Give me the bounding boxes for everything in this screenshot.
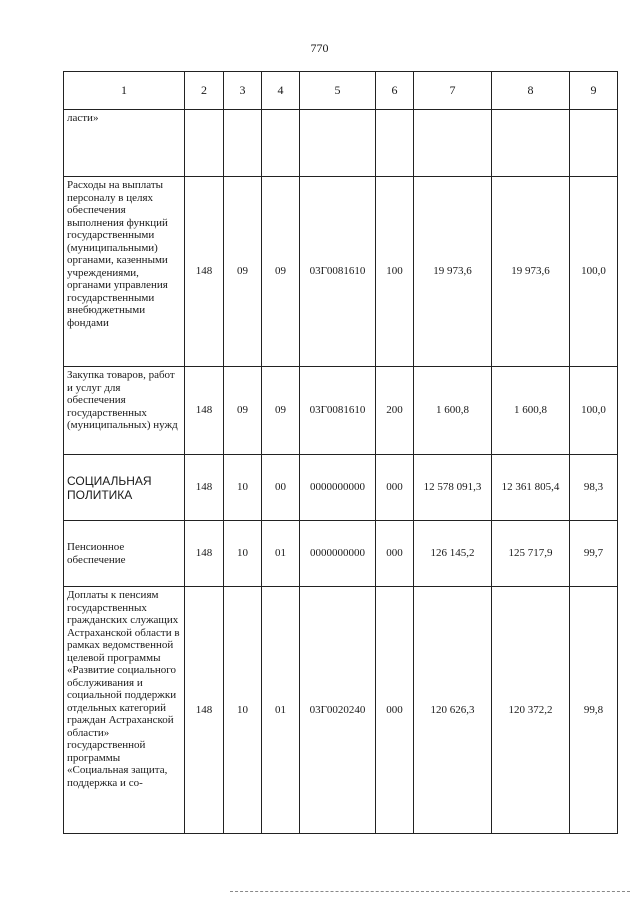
cell-c8: 125 717,9 — [492, 521, 570, 587]
cell-c2: 148 — [185, 455, 224, 521]
header-cell: 3 — [224, 72, 262, 110]
cell-c7: 126 145,2 — [414, 521, 492, 587]
header-cell: 1 — [64, 72, 185, 110]
cell-c7: 12 578 091,3 — [414, 455, 492, 521]
cell-c5 — [300, 110, 376, 177]
header-cell: 4 — [262, 72, 300, 110]
cell-c8: 120 372,2 — [492, 587, 570, 834]
footer-rule — [230, 891, 630, 892]
cell-c7: 120 626,3 — [414, 587, 492, 834]
cell-c5: 03Г0081610 — [300, 367, 376, 455]
cell-c7 — [414, 110, 492, 177]
cell-c5: 0000000000 — [300, 521, 376, 587]
table-row — [64, 587, 618, 834]
budget-table — [63, 71, 618, 834]
table-row — [64, 455, 618, 521]
cell-c4: 01 — [262, 587, 300, 834]
header-cell: 5 — [300, 72, 376, 110]
header-cell: 8 — [492, 72, 570, 110]
cell-c8: 12 361 805,4 — [492, 455, 570, 521]
cell-c3: 10 — [224, 587, 262, 834]
cell-c5: 0000000000 — [300, 455, 376, 521]
page-number: 770 — [310, 41, 329, 55]
table-row — [64, 521, 618, 587]
cell-c2: 148 — [185, 521, 224, 587]
cell-c2: 148 — [185, 177, 224, 367]
cell-c7: 1 600,8 — [414, 367, 492, 455]
header-cell: 7 — [414, 72, 492, 110]
cell-c3: 09 — [224, 177, 262, 367]
cell-c2 — [185, 110, 224, 177]
cell-c9: 100,0 — [570, 177, 618, 367]
cell-c6: 000 — [376, 587, 414, 834]
header-cell: 9 — [570, 72, 618, 110]
table-header-row — [64, 72, 618, 110]
cell-c3: 09 — [224, 367, 262, 455]
cell-c6: 100 — [376, 177, 414, 367]
cell-c6 — [376, 110, 414, 177]
table-row — [64, 367, 618, 455]
row-description: ласти» — [64, 110, 185, 177]
cell-c3: 10 — [224, 455, 262, 521]
cell-c8 — [492, 110, 570, 177]
cell-c6: 200 — [376, 367, 414, 455]
header-cell: 6 — [376, 72, 414, 110]
cell-c8: 19 973,6 — [492, 177, 570, 367]
table-row — [64, 110, 618, 177]
table-row — [64, 177, 618, 367]
cell-c9: 99,7 — [570, 521, 618, 587]
cell-c3: 10 — [224, 521, 262, 587]
row-description: Доплаты к пенсиям государственных гражданских служащих Астраханской области в рамках ведомственной целевой программы «Развитие социального обслуживания и социальной поддержки отдельных категорий граждан Астраханской области» государственной программы «Социальная защита, поддержка и со- — [64, 587, 185, 834]
row-description: Расходы на выплаты персоналу в целях обеспечения выполнения функций государственными (муниципальными) органами, казенными учреждениями, органами управления государственными внебюджетными фондами — [64, 177, 185, 367]
cell-c9: 98,3 — [570, 455, 618, 521]
cell-c9: 100,0 — [570, 367, 618, 455]
row-description: СОЦИАЛЬНАЯ ПОЛИТИКА — [64, 455, 185, 521]
cell-c2: 148 — [185, 367, 224, 455]
cell-c4: 01 — [262, 521, 300, 587]
cell-c8: 1 600,8 — [492, 367, 570, 455]
cell-c7: 19 973,6 — [414, 177, 492, 367]
cell-c9 — [570, 110, 618, 177]
cell-c3 — [224, 110, 262, 177]
cell-c6: 000 — [376, 455, 414, 521]
cell-c4: 09 — [262, 177, 300, 367]
row-description: Пенсионное обеспечение — [64, 521, 185, 587]
cell-c4: 09 — [262, 367, 300, 455]
header-cell: 2 — [185, 72, 224, 110]
row-description: Закупка товаров, работ и услуг для обеспечения государственных (муниципальных) нужд — [64, 367, 185, 455]
cell-c2: 148 — [185, 587, 224, 834]
cell-c5: 03Г0020240 — [300, 587, 376, 834]
cell-c5: 03Г0081610 — [300, 177, 376, 367]
cell-c9: 99,8 — [570, 587, 618, 834]
cell-c6: 000 — [376, 521, 414, 587]
cell-c4 — [262, 110, 300, 177]
cell-c4: 00 — [262, 455, 300, 521]
